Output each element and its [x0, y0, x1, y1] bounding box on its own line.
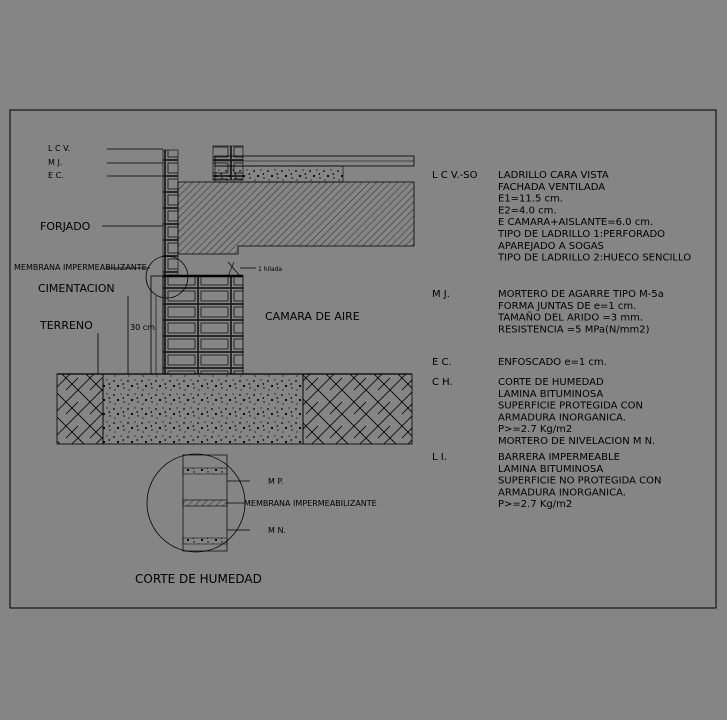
- legend-line: ARMADURA INORGANICA.: [498, 487, 626, 499]
- label-ec: E C.: [48, 171, 64, 180]
- label-lcv: L C V.: [48, 144, 71, 153]
- legend-line: P>=2.7 Kg/m2: [498, 499, 573, 511]
- legend-line: ENFOSCADO e=1 cm.: [498, 357, 607, 368]
- legend-line: APAREJADO A SOGAS: [498, 240, 604, 252]
- legend-line: SUPERFICIE PROTEGIDA CON: [498, 400, 643, 412]
- label-camara: CAMARA DE AIRE: [265, 310, 360, 323]
- legend-line: LAMINA BITUMINOSA: [498, 463, 604, 475]
- legend: [432, 170, 691, 510]
- legend-line: TIPO DE LADRILLO 1:PERFORADO: [498, 229, 666, 240]
- legend-line: LADRILLO CARA VISTA: [498, 170, 609, 181]
- legend-line: P>=2.7 Kg/m2: [498, 424, 573, 436]
- detail-label-mn: M N.: [268, 526, 286, 535]
- legend-line: MORTERO DE NIVELACION M N.: [498, 436, 656, 447]
- slab-forjado: [178, 182, 414, 254]
- detail-label-membrana: MEMBRANA IMPERMEABILIZANTE: [244, 499, 377, 508]
- label-30cm: 30 cm.: [130, 323, 158, 332]
- legend-line: SUPERFICIE NO PROTEGIDA CON: [498, 475, 662, 487]
- ground-left: [57, 374, 103, 444]
- legend-line: LAMINA BITUMINOSA: [498, 388, 604, 400]
- ground-right: [303, 374, 412, 444]
- detail-title: CORTE DE HUMEDAD: [135, 572, 262, 586]
- label-cimentacion: CIMENTACION: [38, 282, 115, 295]
- legend-line: TIPO DE LADRILLO 2:HUECO SENCILLO: [498, 252, 692, 264]
- label-mj: M J.: [48, 158, 63, 167]
- legend-line: BARRERA IMPERMEABLE: [498, 452, 620, 463]
- label-forjado: FORJADO: [40, 220, 91, 233]
- facade-brick: [163, 150, 178, 276]
- legend-line: ARMADURA INORGANICA.: [498, 412, 626, 424]
- top-brick: [213, 146, 243, 180]
- wall-brick: [163, 276, 243, 374]
- legend-code: C H.: [432, 377, 453, 388]
- legend-line: TAMAÑO DEL ARIDO =3 mm.: [498, 312, 644, 324]
- legend-line: E2=4.0 cm.: [498, 205, 557, 217]
- legend-line: E CAMARA+AISLANTE=6.0 cm.: [498, 217, 654, 229]
- legend-code: M J.: [432, 289, 450, 300]
- legend-code: E C.: [432, 357, 452, 368]
- legend-line: FORMA JUNTAS DE e=1 cm.: [498, 300, 637, 312]
- legend-code: L I.: [432, 452, 447, 463]
- label-1hilada: 1 hilada: [258, 266, 283, 273]
- detail-label-mp: M P.: [268, 477, 284, 486]
- label-membrana: MEMBRANA IMPERMEABILIZANTE: [14, 263, 147, 272]
- legend-line: RESISTENCIA =5 MPa(N/mm2): [498, 324, 650, 336]
- legend-line: FACHADA VENTILADA: [498, 181, 606, 193]
- label-terreno: TERRENO: [40, 319, 93, 332]
- legend-line: E1=11.5 cm.: [498, 193, 563, 205]
- legend-line: MORTERO DE AGARRE TIPO M-5a: [498, 289, 664, 300]
- legend-line: CORTE DE HUMEDAD: [498, 377, 604, 388]
- legend-code: L C V.-SO: [432, 170, 478, 181]
- foundation-concrete: [103, 374, 303, 444]
